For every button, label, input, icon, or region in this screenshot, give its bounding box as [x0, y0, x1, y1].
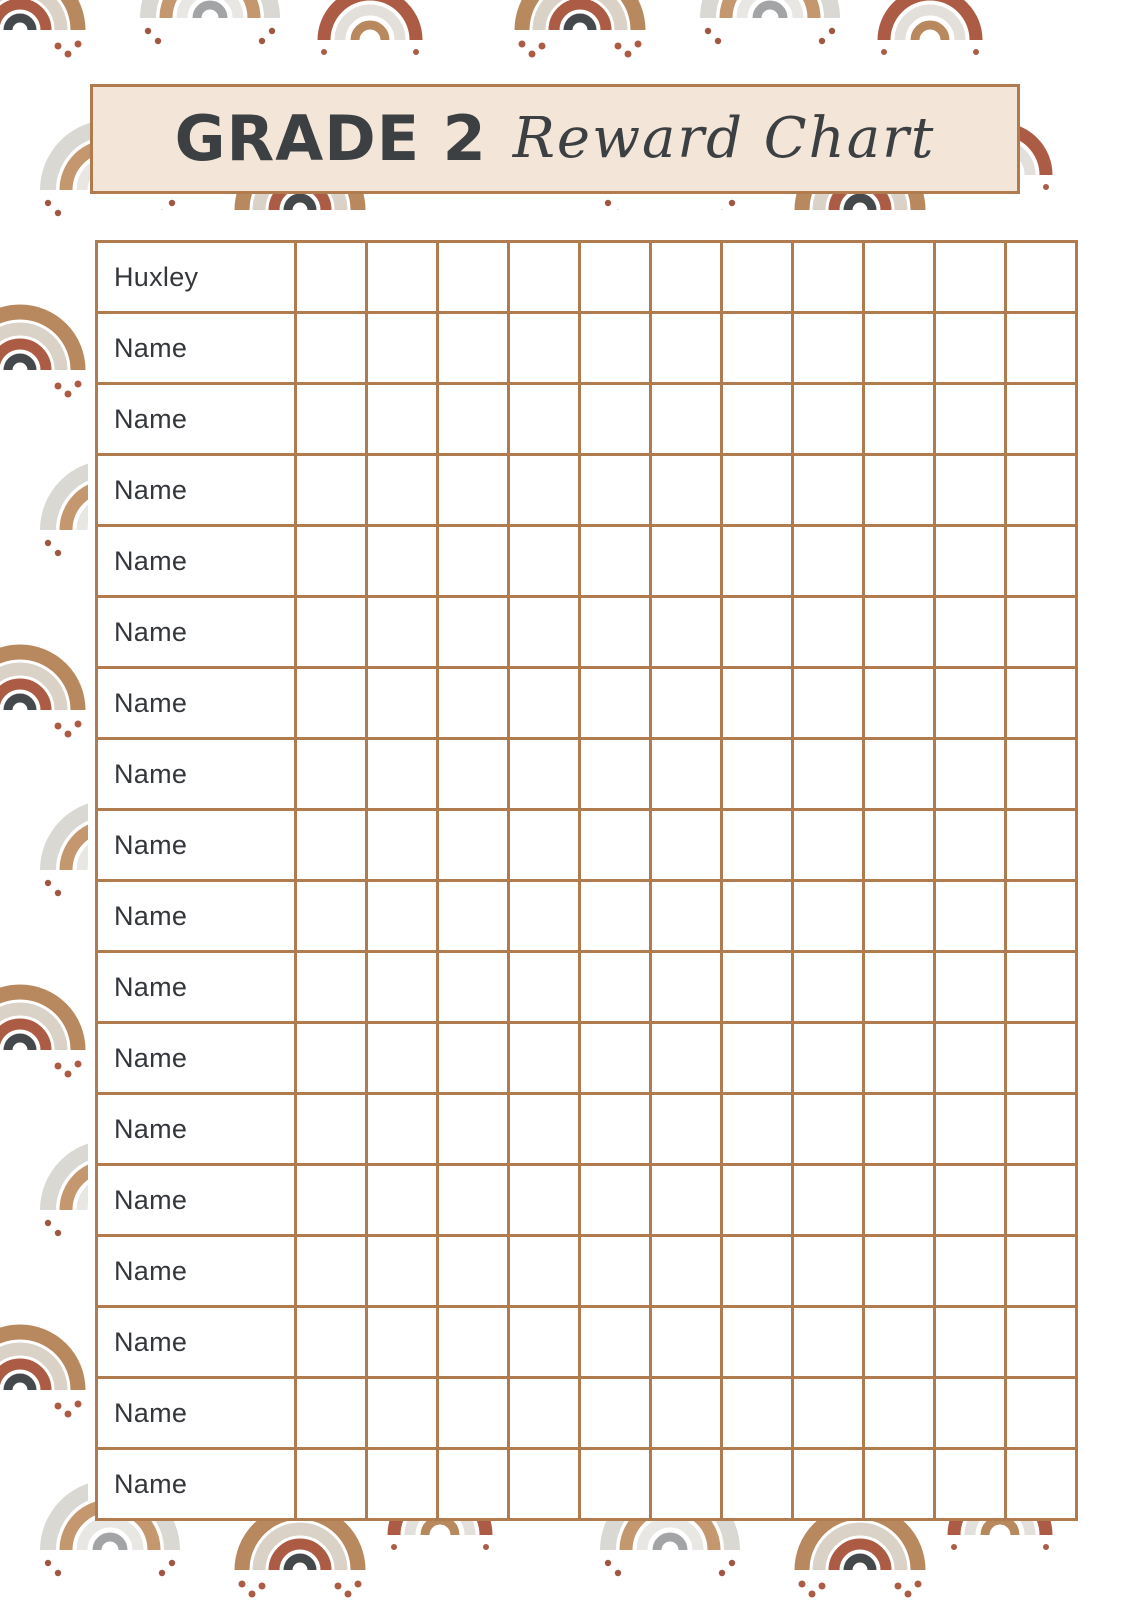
- student-name-cell[interactable]: Name: [97, 1165, 296, 1236]
- sticker-cell[interactable]: [509, 881, 580, 952]
- sticker-cell[interactable]: [864, 455, 935, 526]
- sticker-cell[interactable]: [367, 526, 438, 597]
- sticker-cell[interactable]: [1006, 1165, 1077, 1236]
- sticker-cell[interactable]: [580, 1378, 651, 1449]
- student-name-cell[interactable]: Name: [97, 384, 296, 455]
- table-row: [97, 810, 1077, 881]
- sticker-cell[interactable]: [580, 313, 651, 384]
- sticker-cell[interactable]: [935, 1023, 1006, 1094]
- sticker-cell[interactable]: [296, 1449, 367, 1520]
- student-name-cell[interactable]: Name: [97, 739, 296, 810]
- sticker-cell[interactable]: [935, 1165, 1006, 1236]
- sticker-cell[interactable]: [509, 1378, 580, 1449]
- sticker-cell[interactable]: [793, 1378, 864, 1449]
- sticker-cell[interactable]: [793, 1236, 864, 1307]
- student-name-cell[interactable]: Name: [97, 1236, 296, 1307]
- sticker-cell[interactable]: [296, 1094, 367, 1165]
- reward-chart-body: [97, 242, 1077, 1520]
- sticker-cell[interactable]: [722, 597, 793, 668]
- sticker-cell[interactable]: [296, 1165, 367, 1236]
- student-name-cell[interactable]: Huxley: [97, 242, 296, 313]
- sticker-cell[interactable]: [509, 952, 580, 1023]
- sticker-cell[interactable]: [935, 597, 1006, 668]
- sticker-cell[interactable]: [864, 1094, 935, 1165]
- sticker-cell[interactable]: [793, 952, 864, 1023]
- student-name-cell[interactable]: Name: [97, 1023, 296, 1094]
- sticker-cell[interactable]: [651, 739, 722, 810]
- sticker-cell[interactable]: [793, 1449, 864, 1520]
- sticker-cell[interactable]: [509, 1449, 580, 1520]
- sticker-cell[interactable]: [793, 597, 864, 668]
- sticker-cell[interactable]: [438, 526, 509, 597]
- sticker-cell[interactable]: [438, 313, 509, 384]
- sticker-cell[interactable]: [793, 881, 864, 952]
- sticker-cell[interactable]: [793, 1094, 864, 1165]
- table-row: [97, 455, 1077, 526]
- student-name-cell[interactable]: Name: [97, 313, 296, 384]
- sticker-cell[interactable]: [935, 739, 1006, 810]
- sticker-cell[interactable]: [367, 1307, 438, 1378]
- sticker-cell[interactable]: [864, 881, 935, 952]
- sticker-cell[interactable]: [296, 881, 367, 952]
- sticker-cell[interactable]: [296, 1307, 367, 1378]
- sticker-cell[interactable]: [722, 313, 793, 384]
- sticker-cell[interactable]: [935, 455, 1006, 526]
- sticker-cell[interactable]: [367, 1236, 438, 1307]
- sticker-cell[interactable]: [1006, 1094, 1077, 1165]
- sticker-cell[interactable]: [651, 455, 722, 526]
- sticker-cell[interactable]: [651, 952, 722, 1023]
- page-title-grade: GRADE 2: [174, 102, 487, 175]
- sticker-cell[interactable]: [580, 881, 651, 952]
- sticker-cell[interactable]: [296, 455, 367, 526]
- sticker-cell[interactable]: [651, 384, 722, 455]
- sticker-cell[interactable]: [864, 313, 935, 384]
- sticker-cell[interactable]: [438, 952, 509, 1023]
- sticker-cell[interactable]: [793, 1165, 864, 1236]
- sticker-cell[interactable]: [722, 455, 793, 526]
- sticker-cell[interactable]: [296, 1378, 367, 1449]
- sticker-cell[interactable]: [580, 739, 651, 810]
- sticker-cell[interactable]: [438, 1023, 509, 1094]
- sticker-cell[interactable]: [296, 1236, 367, 1307]
- sticker-cell[interactable]: [651, 526, 722, 597]
- sticker-cell[interactable]: [580, 1236, 651, 1307]
- sticker-cell[interactable]: [793, 1023, 864, 1094]
- sticker-cell[interactable]: [1006, 313, 1077, 384]
- sticker-cell[interactable]: [651, 1023, 722, 1094]
- sticker-cell[interactable]: [580, 1307, 651, 1378]
- sticker-cell[interactable]: [438, 739, 509, 810]
- sticker-cell[interactable]: [367, 952, 438, 1023]
- sticker-cell[interactable]: [1006, 810, 1077, 881]
- sticker-cell[interactable]: [367, 1094, 438, 1165]
- sticker-cell[interactable]: [509, 1165, 580, 1236]
- sticker-cell[interactable]: [438, 384, 509, 455]
- sticker-cell[interactable]: [509, 597, 580, 668]
- sticker-cell[interactable]: [509, 242, 580, 313]
- sticker-cell[interactable]: [722, 739, 793, 810]
- sticker-cell[interactable]: [580, 810, 651, 881]
- sticker-cell[interactable]: [935, 242, 1006, 313]
- sticker-cell[interactable]: [1006, 384, 1077, 455]
- sticker-cell[interactable]: [793, 668, 864, 739]
- table-row: [97, 242, 1077, 313]
- sticker-cell[interactable]: [1006, 455, 1077, 526]
- sticker-cell[interactable]: [1006, 1023, 1077, 1094]
- sticker-cell[interactable]: [864, 952, 935, 1023]
- table-row: [97, 881, 1077, 952]
- sticker-cell[interactable]: [864, 597, 935, 668]
- sticker-cell[interactable]: [438, 1165, 509, 1236]
- reward-chart-table: [95, 240, 1078, 1521]
- sticker-cell[interactable]: [864, 242, 935, 313]
- sticker-cell[interactable]: [509, 1094, 580, 1165]
- sticker-cell[interactable]: [509, 668, 580, 739]
- sticker-cell[interactable]: [864, 810, 935, 881]
- sticker-cell[interactable]: [296, 952, 367, 1023]
- sticker-cell[interactable]: [580, 597, 651, 668]
- sticker-cell[interactable]: [651, 881, 722, 952]
- sticker-cell[interactable]: [651, 597, 722, 668]
- student-name-cell[interactable]: Name: [97, 810, 296, 881]
- sticker-cell[interactable]: [580, 952, 651, 1023]
- sticker-cell[interactable]: [1006, 242, 1077, 313]
- sticker-cell[interactable]: [367, 242, 438, 313]
- student-name-cell[interactable]: Name: [97, 1094, 296, 1165]
- sticker-cell[interactable]: [509, 739, 580, 810]
- sticker-cell[interactable]: [793, 455, 864, 526]
- sticker-cell[interactable]: [935, 526, 1006, 597]
- table-row: [97, 1165, 1077, 1236]
- sticker-cell[interactable]: [1006, 881, 1077, 952]
- table-row: [97, 1236, 1077, 1307]
- sticker-cell[interactable]: [935, 1307, 1006, 1378]
- sticker-cell[interactable]: [1006, 1378, 1077, 1449]
- sticker-cell[interactable]: [367, 881, 438, 952]
- sticker-cell[interactable]: [438, 810, 509, 881]
- sticker-cell[interactable]: [722, 1094, 793, 1165]
- sticker-cell[interactable]: [509, 384, 580, 455]
- student-name-cell[interactable]: Name: [97, 526, 296, 597]
- sticker-cell[interactable]: [651, 1094, 722, 1165]
- sticker-cell[interactable]: [793, 384, 864, 455]
- sticker-cell[interactable]: [722, 242, 793, 313]
- sticker-cell[interactable]: [722, 384, 793, 455]
- sticker-cell[interactable]: [296, 526, 367, 597]
- sticker-cell[interactable]: [793, 739, 864, 810]
- sticker-cell[interactable]: [864, 668, 935, 739]
- sticker-cell[interactable]: [296, 739, 367, 810]
- table-row: [97, 526, 1077, 597]
- sticker-cell[interactable]: [580, 455, 651, 526]
- sticker-cell[interactable]: [580, 668, 651, 739]
- table-row: [97, 1023, 1077, 1094]
- sticker-cell[interactable]: [438, 881, 509, 952]
- student-name-cell[interactable]: Name: [97, 1307, 296, 1378]
- sticker-cell[interactable]: [793, 810, 864, 881]
- sticker-cell[interactable]: [580, 384, 651, 455]
- sticker-cell[interactable]: [935, 1236, 1006, 1307]
- student-name-cell[interactable]: Name: [97, 1449, 296, 1520]
- sticker-cell[interactable]: [864, 384, 935, 455]
- sticker-cell[interactable]: [651, 313, 722, 384]
- sticker-cell[interactable]: [935, 313, 1006, 384]
- sticker-cell[interactable]: [509, 313, 580, 384]
- sticker-cell[interactable]: [296, 384, 367, 455]
- sticker-cell[interactable]: [722, 1449, 793, 1520]
- sticker-cell[interactable]: [367, 313, 438, 384]
- sticker-cell[interactable]: [580, 1094, 651, 1165]
- sticker-cell[interactable]: [651, 242, 722, 313]
- sticker-cell[interactable]: [793, 313, 864, 384]
- student-name-cell[interactable]: Name: [97, 597, 296, 668]
- sticker-cell[interactable]: [367, 668, 438, 739]
- sticker-cell[interactable]: [1006, 1449, 1077, 1520]
- sticker-cell[interactable]: [722, 1023, 793, 1094]
- title-banner: [90, 84, 1020, 194]
- sticker-cell[interactable]: [438, 1094, 509, 1165]
- sticker-cell[interactable]: [296, 597, 367, 668]
- sticker-cell[interactable]: [1006, 668, 1077, 739]
- sticker-cell[interactable]: [580, 1165, 651, 1236]
- sticker-cell[interactable]: [438, 1236, 509, 1307]
- sticker-cell[interactable]: [722, 881, 793, 952]
- sticker-cell[interactable]: [296, 1023, 367, 1094]
- sticker-cell[interactable]: [864, 1449, 935, 1520]
- sticker-cell[interactable]: [580, 242, 651, 313]
- sticker-cell[interactable]: [580, 1449, 651, 1520]
- sticker-cell[interactable]: [438, 668, 509, 739]
- sticker-cell[interactable]: [722, 1378, 793, 1449]
- table-row: [97, 668, 1077, 739]
- sticker-cell[interactable]: [722, 526, 793, 597]
- sticker-cell[interactable]: [1006, 597, 1077, 668]
- sticker-cell[interactable]: [509, 526, 580, 597]
- sticker-cell[interactable]: [367, 597, 438, 668]
- sticker-cell[interactable]: [296, 313, 367, 384]
- sticker-cell[interactable]: [1006, 526, 1077, 597]
- sticker-cell[interactable]: [296, 242, 367, 313]
- sticker-cell[interactable]: [367, 1023, 438, 1094]
- sticker-cell[interactable]: [367, 384, 438, 455]
- student-name-cell[interactable]: Name: [97, 455, 296, 526]
- student-name-cell[interactable]: Name: [97, 952, 296, 1023]
- page-title-reward: Reward Chart: [512, 106, 936, 171]
- sticker-cell[interactable]: [509, 455, 580, 526]
- sticker-cell[interactable]: [1006, 1307, 1077, 1378]
- table-row: [97, 384, 1077, 455]
- sticker-cell[interactable]: [438, 455, 509, 526]
- sticker-cell[interactable]: [509, 1307, 580, 1378]
- table-row: [97, 597, 1077, 668]
- student-name-cell[interactable]: Name: [97, 881, 296, 952]
- sticker-cell[interactable]: [438, 1378, 509, 1449]
- sticker-cell[interactable]: [367, 1449, 438, 1520]
- sticker-cell[interactable]: [296, 668, 367, 739]
- sticker-cell[interactable]: [367, 1165, 438, 1236]
- sticker-cell[interactable]: [935, 810, 1006, 881]
- sticker-cell[interactable]: [296, 810, 367, 881]
- sticker-cell[interactable]: [864, 1236, 935, 1307]
- sticker-cell[interactable]: [793, 242, 864, 313]
- sticker-cell[interactable]: [580, 526, 651, 597]
- sticker-cell[interactable]: [367, 1378, 438, 1449]
- sticker-cell[interactable]: [509, 1023, 580, 1094]
- sticker-cell[interactable]: [864, 739, 935, 810]
- sticker-cell[interactable]: [935, 881, 1006, 952]
- student-name-cell[interactable]: Name: [97, 668, 296, 739]
- sticker-cell[interactable]: [367, 739, 438, 810]
- sticker-cell[interactable]: [1006, 1236, 1077, 1307]
- sticker-cell[interactable]: [580, 1023, 651, 1094]
- sticker-cell[interactable]: [935, 1094, 1006, 1165]
- sticker-cell[interactable]: [864, 1165, 935, 1236]
- sticker-cell[interactable]: [722, 668, 793, 739]
- sticker-cell[interactable]: [864, 1307, 935, 1378]
- sticker-cell[interactable]: [935, 668, 1006, 739]
- sticker-cell[interactable]: [651, 1449, 722, 1520]
- sticker-cell[interactable]: [651, 1307, 722, 1378]
- sticker-cell[interactable]: [722, 952, 793, 1023]
- sticker-cell[interactable]: [793, 1307, 864, 1378]
- sticker-cell[interactable]: [935, 952, 1006, 1023]
- table-row: [97, 1378, 1077, 1449]
- sticker-cell[interactable]: [438, 1449, 509, 1520]
- sticker-cell[interactable]: [651, 1165, 722, 1236]
- sticker-cell[interactable]: [438, 1307, 509, 1378]
- sticker-cell[interactable]: [1006, 952, 1077, 1023]
- sticker-cell[interactable]: [935, 1378, 1006, 1449]
- sticker-cell[interactable]: [651, 810, 722, 881]
- sticker-cell[interactable]: [438, 597, 509, 668]
- sticker-cell[interactable]: [864, 1023, 935, 1094]
- sticker-cell[interactable]: [935, 384, 1006, 455]
- sticker-cell[interactable]: [509, 1236, 580, 1307]
- sticker-cell[interactable]: [722, 1236, 793, 1307]
- sticker-cell[interactable]: [864, 526, 935, 597]
- sticker-cell[interactable]: [935, 1449, 1006, 1520]
- sticker-cell[interactable]: [367, 810, 438, 881]
- sticker-cell[interactable]: [509, 810, 580, 881]
- sticker-cell[interactable]: [722, 1165, 793, 1236]
- table-row: [97, 313, 1077, 384]
- sticker-cell[interactable]: [438, 242, 509, 313]
- sticker-cell[interactable]: [651, 1236, 722, 1307]
- table-row: [97, 739, 1077, 810]
- table-row: [97, 1307, 1077, 1378]
- sticker-cell[interactable]: [864, 1378, 935, 1449]
- sticker-cell[interactable]: [1006, 739, 1077, 810]
- student-name-cell[interactable]: Name: [97, 1378, 296, 1449]
- sticker-cell[interactable]: [367, 455, 438, 526]
- sticker-cell[interactable]: [651, 1378, 722, 1449]
- sticker-cell[interactable]: [793, 526, 864, 597]
- sticker-cell[interactable]: [722, 1307, 793, 1378]
- table-row: [97, 952, 1077, 1023]
- table-row: [97, 1449, 1077, 1520]
- table-row: [97, 1094, 1077, 1165]
- sticker-cell[interactable]: [722, 810, 793, 881]
- sticker-cell[interactable]: [651, 668, 722, 739]
